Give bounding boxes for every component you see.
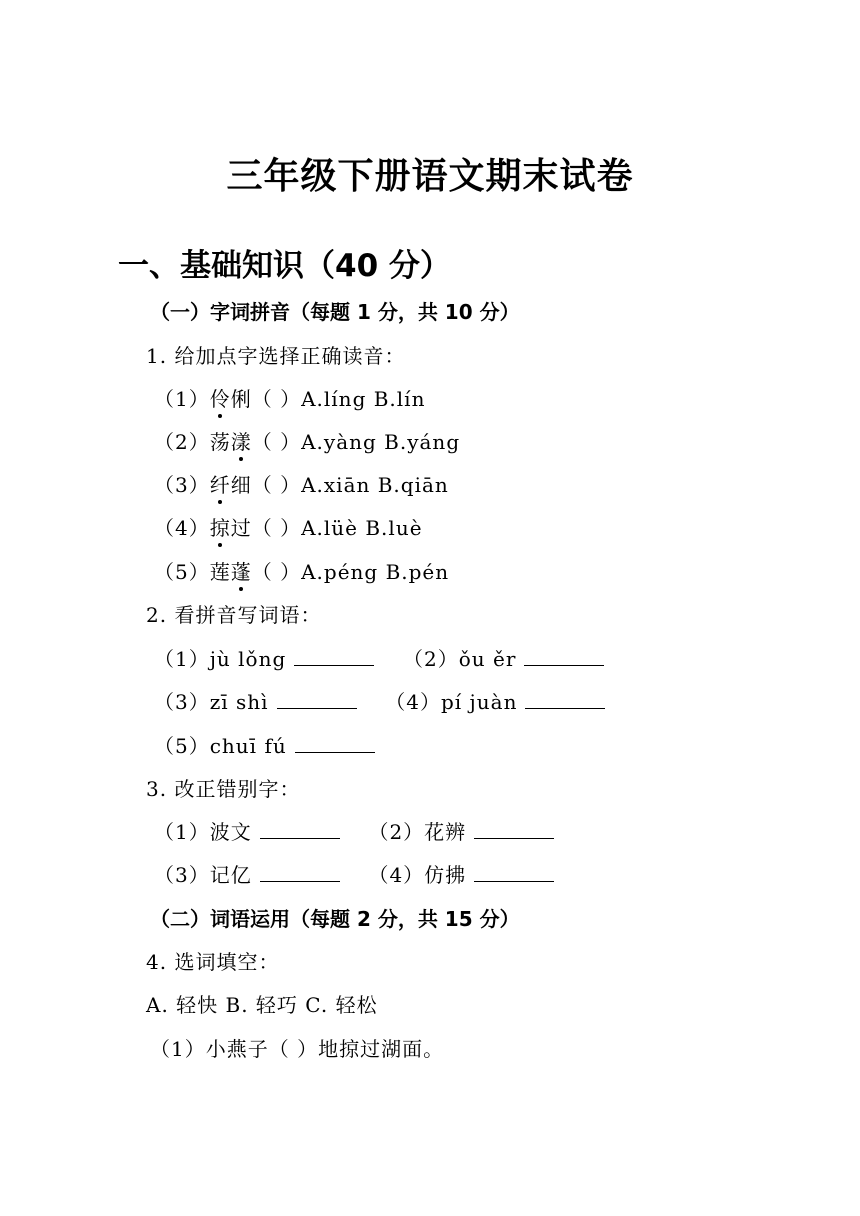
answer-blank[interactable] xyxy=(277,688,357,709)
q4-item-1: （1）小燕子（ ）地掠过湖面。 xyxy=(150,1037,445,1061)
word-char: 漾 xyxy=(231,426,252,455)
exam-title: 三年级下册语文期末试卷 xyxy=(226,156,634,197)
word-char: 俐 xyxy=(230,387,252,411)
wrong-word: （2）花辨 xyxy=(368,820,467,844)
wrong-word: （3）记亿 xyxy=(154,863,252,887)
item-options: （ ）A.líng B.lín xyxy=(251,387,426,411)
item-options: （ ）A.lüè B.luè xyxy=(251,516,423,540)
item-options: （ ）A.xiān B.qiān xyxy=(251,473,449,497)
item-number: （4） xyxy=(154,516,210,540)
q2-row-2 xyxy=(154,686,605,715)
q1-item-5 xyxy=(154,556,449,585)
answer-blank[interactable] xyxy=(260,818,340,839)
q3-row-1 xyxy=(154,816,554,845)
question-3: 3. 改正错别字： xyxy=(146,777,301,801)
item-number: （1） xyxy=(154,387,210,411)
word-char: 细 xyxy=(230,473,252,497)
pinyin-prompt: （2）ǒu ěr xyxy=(403,647,517,671)
q1-item-1 xyxy=(154,383,425,412)
q3-row-2 xyxy=(154,859,554,888)
subsection-word-usage: （二）词语运用（每题 2 分，共 15 分） xyxy=(150,907,520,931)
word-char: 莲 xyxy=(209,560,231,584)
q1-item-3 xyxy=(154,469,449,498)
answer-blank[interactable] xyxy=(294,645,374,666)
word-char: 过 xyxy=(230,516,252,540)
item-number: （5） xyxy=(154,560,210,584)
answer-blank[interactable] xyxy=(524,645,604,666)
answer-blank[interactable] xyxy=(295,732,375,753)
answer-blank[interactable] xyxy=(525,688,605,709)
pinyin-prompt: （5）chuī fú xyxy=(154,734,287,758)
question-2: 2. 看拼音写词语： xyxy=(146,603,322,627)
pinyin-prompt: （4）pí juàn xyxy=(385,690,518,714)
q2-row-1 xyxy=(154,643,604,672)
item-number: （3） xyxy=(154,473,210,497)
answer-blank[interactable] xyxy=(474,861,554,882)
section-basic-knowledge: 一、基础知识（40 分） xyxy=(118,248,451,284)
answer-blank[interactable] xyxy=(260,861,340,882)
subsection-pinyin: （一）字词拼音（每题 1 分，共 10 分） xyxy=(150,300,520,324)
word-char: 掠 xyxy=(210,512,231,541)
item-number: （2） xyxy=(154,430,210,454)
item-options: （ ）A.péng B.pén xyxy=(251,560,450,584)
question-4: 4. 选词填空： xyxy=(146,950,280,974)
wrong-word: （1）波文 xyxy=(154,820,252,844)
item-options: （ ）A.yàng B.yáng xyxy=(251,430,461,454)
pinyin-prompt: （1）jù lǒng xyxy=(154,647,287,671)
word-char: 纤 xyxy=(210,469,231,498)
word-char: 荡 xyxy=(209,430,231,454)
word-char: 蓬 xyxy=(231,556,252,585)
pinyin-prompt: （3）zī shì xyxy=(154,690,269,714)
wrong-word: （4）仿拂 xyxy=(368,863,467,887)
answer-blank[interactable] xyxy=(474,818,554,839)
q1-item-2 xyxy=(154,426,460,455)
q4-options: A. 轻快 B. 轻巧 C. 轻松 xyxy=(146,993,378,1017)
word-char: 伶 xyxy=(210,383,231,412)
q1-item-4 xyxy=(154,512,423,541)
question-1: 1. 给加点字选择正确读音： xyxy=(146,344,406,368)
q2-row-3 xyxy=(154,730,375,759)
